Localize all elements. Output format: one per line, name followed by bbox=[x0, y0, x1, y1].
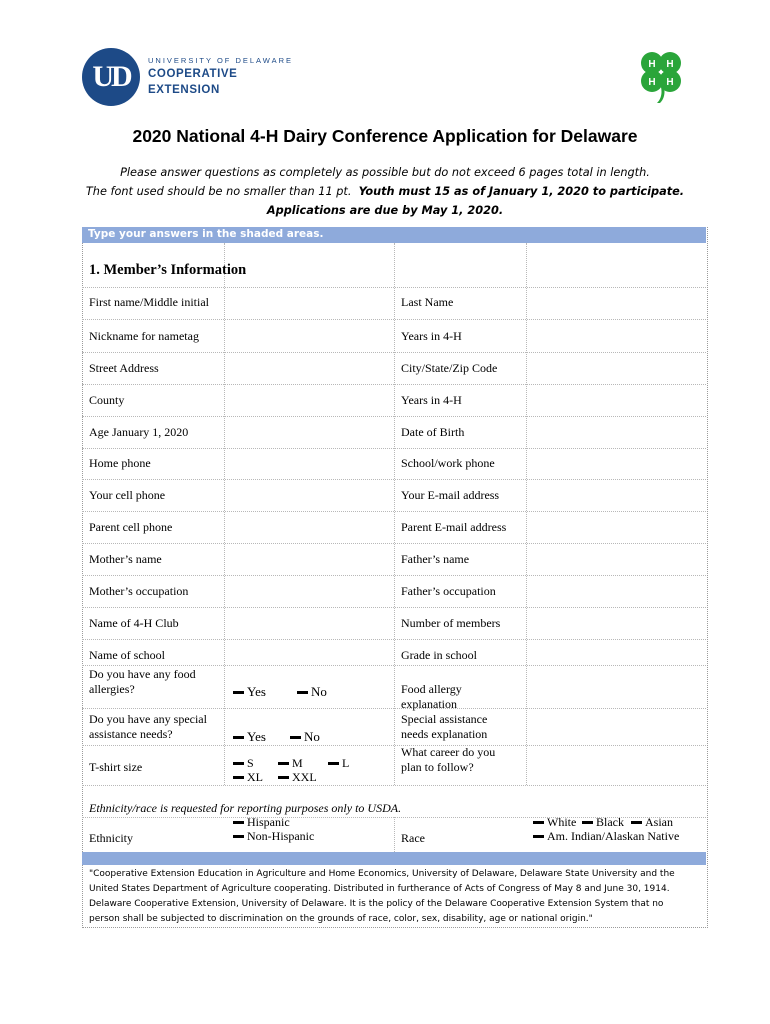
svg-text:H: H bbox=[666, 77, 674, 88]
food-allergy-no-checkbox[interactable] bbox=[297, 685, 327, 698]
label-father-occupation: Father’s occupation bbox=[401, 584, 496, 598]
nondiscrimination-footnote bbox=[89, 867, 701, 927]
label-parent-email: Parent E-mail address bbox=[401, 520, 507, 534]
label-cell-phone: Your cell phone bbox=[89, 488, 166, 502]
grid-line bbox=[82, 319, 706, 320]
grid-line bbox=[82, 543, 706, 544]
instruction-line3 bbox=[0, 204, 770, 217]
unit-name-line1: COOPERATIVE bbox=[148, 68, 238, 80]
option-label: Am. Indian/Alaskan Native bbox=[547, 829, 680, 843]
svg-text:H: H bbox=[648, 77, 656, 88]
grid-line bbox=[82, 448, 706, 449]
label-special-assist-expl bbox=[401, 712, 487, 742]
grid-line bbox=[82, 665, 706, 666]
due-date: Applications are due by May 1, 2020. bbox=[266, 204, 504, 217]
footnote-line: "Cooperative Extension Education in Agriculture and Home Economics, University of Delaware, Delaware State University and the bbox=[89, 869, 675, 879]
special-assistance-line2: assistance needs? bbox=[89, 727, 173, 741]
label-years-in-4h: Years in 4-H bbox=[401, 329, 462, 343]
label-parent-cell: Parent cell phone bbox=[89, 520, 173, 534]
footnote-line: United States Department of Agriculture cooperating. Distributed in furtherance of Acts of Congress of May 8 and June 30, 1914. bbox=[89, 884, 670, 894]
label-mother-occupation: Mother’s occupation bbox=[89, 584, 189, 598]
special-assist-no-checkbox[interactable] bbox=[290, 730, 320, 743]
option-label: Hispanic bbox=[247, 815, 290, 829]
age-requirement: Youth must 15 as of January 1, 2020 to participate. bbox=[358, 185, 685, 198]
ud-monogram: UD bbox=[82, 48, 140, 106]
ethnicity-hispanic-checkbox[interactable] bbox=[233, 816, 290, 829]
page-title: 2020 National 4-H Dairy Conference Application for Delaware bbox=[132, 126, 638, 146]
footnote-line: Delaware Cooperative Extension, University of Delaware. It is the policy of the Delaware Cooperative Extension System that no bbox=[89, 899, 664, 909]
race-black-checkbox[interactable] bbox=[582, 816, 624, 829]
label-email: Your E-mail address bbox=[401, 488, 500, 502]
food-allergy-yes-checkbox[interactable] bbox=[233, 685, 266, 698]
label-career bbox=[401, 745, 495, 775]
checkbox-icon bbox=[631, 821, 642, 824]
grid-line bbox=[82, 416, 706, 417]
checkbox-icon bbox=[233, 776, 244, 779]
label-school-name: Name of school bbox=[89, 648, 165, 662]
size-label: M bbox=[292, 756, 303, 770]
special-assist-expl-line2: needs explanation bbox=[401, 727, 488, 741]
grid-line bbox=[82, 607, 706, 608]
no-label: No bbox=[304, 729, 320, 744]
grid-line bbox=[82, 708, 706, 709]
checkbox-icon bbox=[233, 821, 244, 824]
university-name: UNIVERSITY OF DELAWARE bbox=[148, 56, 293, 65]
grid-line bbox=[82, 384, 706, 385]
label-father-name: Father’s name bbox=[401, 552, 470, 566]
option-label: Non-Hispanic bbox=[247, 829, 315, 843]
special-assistance-line1: Do you have any special bbox=[89, 712, 207, 726]
section-title: 1. Member’s Information bbox=[89, 262, 247, 278]
size-label: XL bbox=[247, 770, 263, 784]
checkbox-icon bbox=[278, 776, 289, 779]
tshirt-s-checkbox[interactable] bbox=[233, 757, 254, 770]
svg-text:H: H bbox=[666, 59, 674, 70]
grid-line bbox=[82, 785, 706, 786]
label-grade: Grade in school bbox=[401, 648, 477, 662]
label-home-phone: Home phone bbox=[89, 456, 151, 470]
label-food-allergy-expl bbox=[401, 682, 462, 712]
unit-name-line2: EXTENSION bbox=[148, 84, 220, 96]
race-white-checkbox[interactable] bbox=[533, 816, 576, 829]
food-allergies-line2: allergies? bbox=[89, 682, 135, 696]
label-street-address: Street Address bbox=[89, 361, 159, 375]
food-allergy-expl-line1: Food allergy bbox=[401, 682, 462, 696]
checkbox-icon bbox=[290, 736, 301, 739]
checkbox-icon bbox=[533, 835, 544, 838]
grid-line bbox=[394, 243, 395, 785]
grid-line bbox=[82, 511, 706, 512]
grid-line bbox=[82, 352, 706, 353]
grid-line bbox=[82, 479, 706, 480]
tshirt-l-checkbox[interactable] bbox=[328, 757, 349, 770]
tshirt-xxl-checkbox[interactable] bbox=[278, 771, 317, 784]
four-h-clover-logo bbox=[633, 47, 689, 103]
grid-line bbox=[82, 287, 706, 288]
checkbox-icon bbox=[533, 821, 544, 824]
label-city-state-zip: City/State/Zip Code bbox=[401, 361, 498, 375]
size-label: L bbox=[342, 756, 350, 770]
label-ethnicity: Ethnicity bbox=[89, 831, 133, 845]
food-allergy-expl-line2: explanation bbox=[401, 697, 457, 711]
career-line1: What career do you bbox=[401, 745, 496, 759]
yes-label: Yes bbox=[247, 684, 266, 699]
checkbox-icon bbox=[233, 835, 244, 838]
ud-extension-logo bbox=[82, 47, 293, 107]
label-tshirt-size: T-shirt size bbox=[89, 760, 143, 774]
label-age: Age January 1, 2020 bbox=[89, 425, 189, 439]
checkbox-icon bbox=[233, 762, 244, 765]
footnote-line: person shall be subjected to discrimination on the grounds of race, color, sex, disability, age or national origin." bbox=[89, 914, 593, 924]
label-club-name: Name of 4-H Club bbox=[89, 616, 179, 630]
race-asian-checkbox[interactable] bbox=[631, 816, 673, 829]
grid-line bbox=[82, 575, 706, 576]
grid-line bbox=[526, 243, 527, 785]
option-label: Asian bbox=[645, 815, 673, 829]
label-mother-name: Mother’s name bbox=[89, 552, 162, 566]
font-instruction: The font used should be no smaller than 11 pt. bbox=[85, 185, 352, 198]
career-line2: plan to follow? bbox=[401, 760, 474, 774]
instruction-line1: Please answer questions as completely as possible but do not exceed 6 pages total in length. bbox=[120, 166, 650, 179]
option-label: Black bbox=[596, 815, 624, 829]
label-first-name: First name/Middle initial bbox=[89, 295, 209, 309]
checkbox-icon bbox=[233, 736, 244, 739]
option-label: White bbox=[547, 815, 577, 829]
instruction-line2 bbox=[0, 185, 770, 198]
checkbox-icon bbox=[233, 691, 244, 694]
special-assist-yes-checkbox[interactable] bbox=[233, 730, 266, 743]
tshirt-m-checkbox[interactable] bbox=[278, 757, 303, 770]
label-club-members: Number of members bbox=[401, 616, 501, 630]
label-nickname: Nickname for nametag bbox=[89, 329, 199, 343]
grid-line bbox=[82, 639, 706, 640]
shaded-areas-note: Type your answers in the shaded areas. bbox=[88, 228, 324, 240]
size-label: S bbox=[247, 756, 254, 770]
checkbox-icon bbox=[328, 762, 339, 765]
grid-line bbox=[82, 745, 706, 746]
label-date-of-birth: Date of Birth bbox=[401, 425, 465, 439]
checkbox-icon bbox=[582, 821, 593, 824]
label-school-phone: School/work phone bbox=[401, 456, 495, 470]
svg-text:H: H bbox=[648, 59, 656, 70]
usda-note: Ethnicity/race is requested for reporting purposes only to USDA. bbox=[89, 801, 402, 815]
shaded-footer-bar bbox=[82, 852, 706, 865]
label-race: Race bbox=[401, 831, 425, 845]
checkbox-icon bbox=[297, 691, 308, 694]
label-special-assistance bbox=[89, 712, 207, 742]
race-am-indian-checkbox[interactable] bbox=[533, 830, 679, 843]
ethnicity-non-hispanic-checkbox[interactable] bbox=[233, 830, 314, 843]
label-county: County bbox=[89, 393, 125, 407]
label-food-allergies bbox=[89, 667, 196, 697]
yes-label: Yes bbox=[247, 729, 266, 744]
special-assist-expl-line1: Special assistance bbox=[401, 712, 488, 726]
grid-line bbox=[224, 243, 225, 785]
grid-line bbox=[394, 817, 395, 852]
size-label: XXL bbox=[292, 770, 317, 784]
label-years-in-4h-2: Years in 4-H bbox=[401, 393, 462, 407]
label-last-name: Last Name bbox=[401, 295, 454, 309]
shaded-header-bar bbox=[82, 227, 706, 243]
no-label: No bbox=[311, 684, 327, 699]
tshirt-xl-checkbox[interactable] bbox=[233, 771, 263, 784]
food-allergies-line1: Do you have any food bbox=[89, 667, 196, 681]
checkbox-icon bbox=[278, 762, 289, 765]
